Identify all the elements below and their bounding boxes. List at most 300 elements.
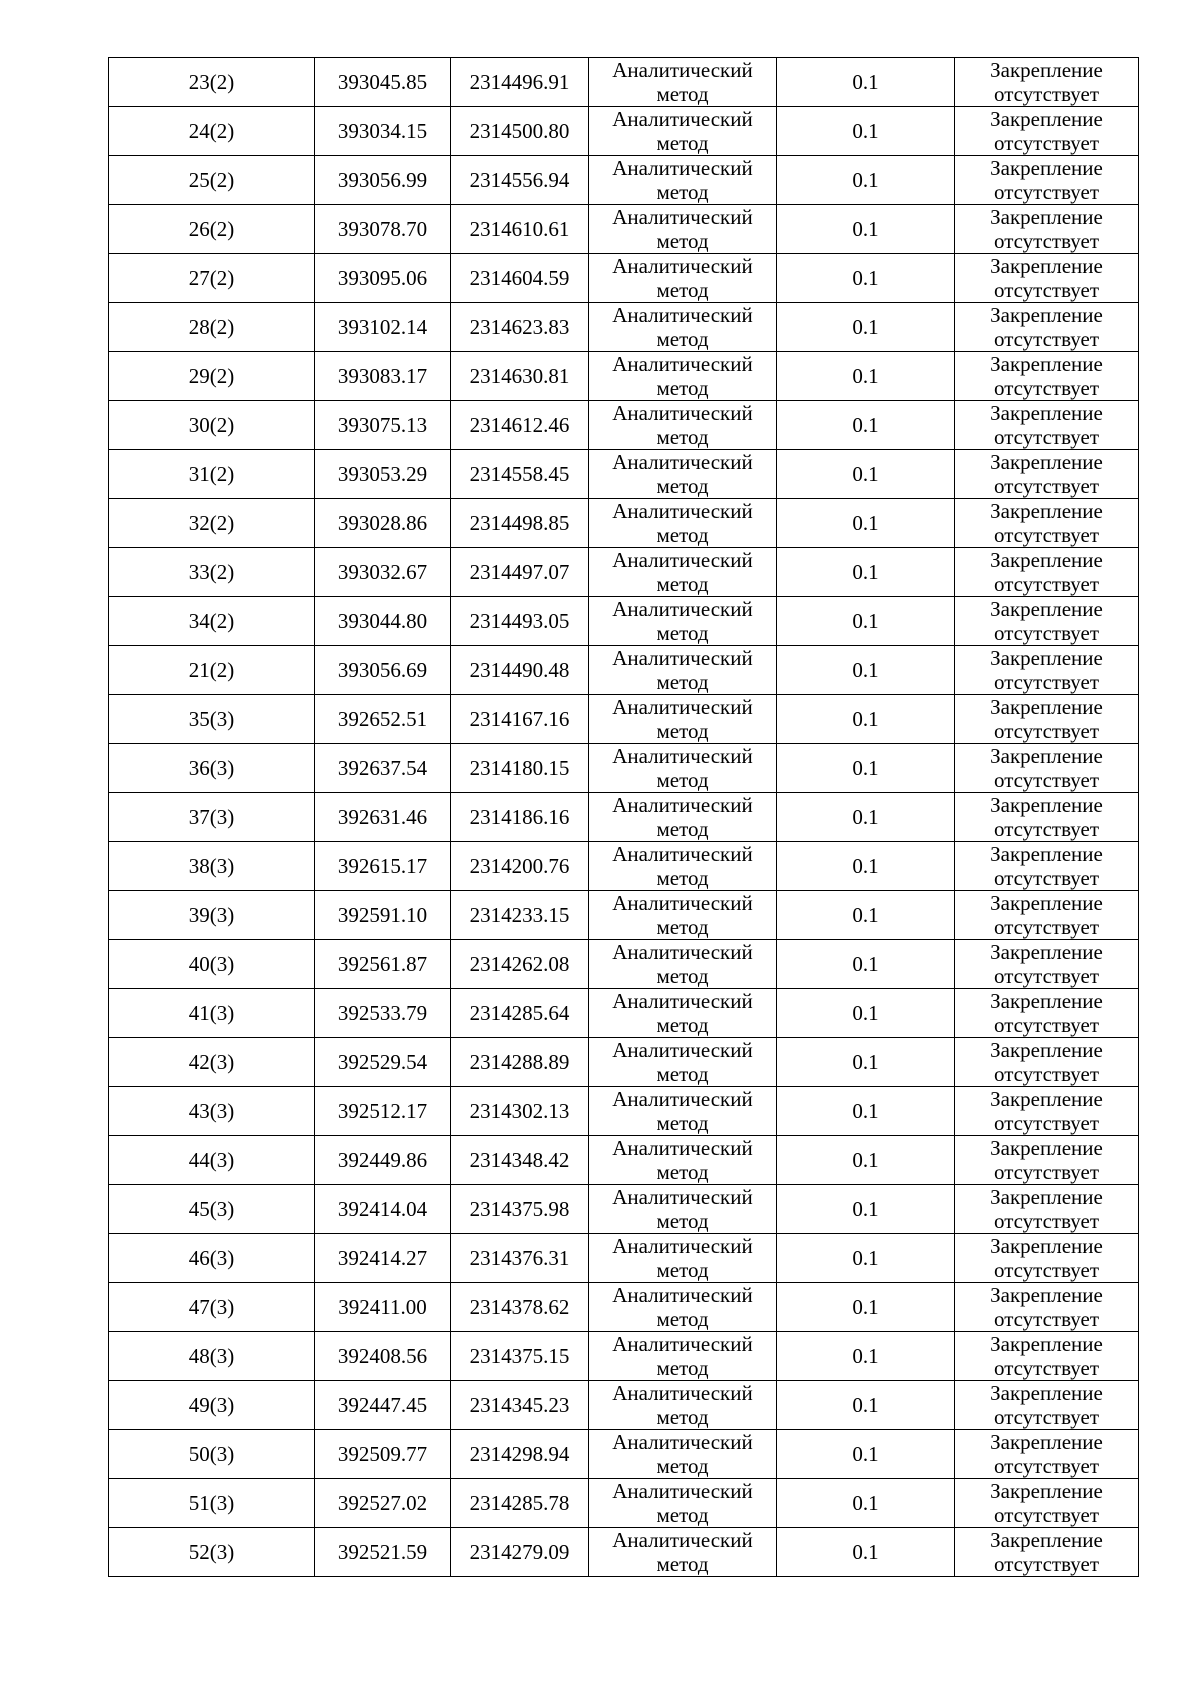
method-text: Аналитический bbox=[612, 1038, 753, 1062]
method-cell bbox=[589, 1332, 777, 1381]
point-number-cell: 21(2) bbox=[109, 646, 315, 695]
accuracy-cell: 0.1 bbox=[777, 695, 955, 744]
method-text: метод bbox=[656, 817, 709, 841]
point-number-cell: 39(3) bbox=[109, 891, 315, 940]
y-coordinate-cell: 2314493.05 bbox=[451, 597, 589, 646]
fixing-text: Закрепление bbox=[990, 646, 1103, 670]
method-text: метод bbox=[656, 621, 709, 645]
fixing-cell bbox=[955, 156, 1139, 205]
method-text: Аналитический bbox=[612, 1087, 753, 1111]
point-number-cell: 26(2) bbox=[109, 205, 315, 254]
x-coordinate-cell: 393045.85 bbox=[315, 58, 451, 107]
x-coordinate-cell: 392529.54 bbox=[315, 1038, 451, 1087]
y-coordinate-cell: 2314288.89 bbox=[451, 1038, 589, 1087]
fixing-cell bbox=[955, 1234, 1139, 1283]
table-row bbox=[109, 1283, 1139, 1332]
table-row bbox=[109, 1185, 1139, 1234]
x-coordinate-cell: 392527.02 bbox=[315, 1479, 451, 1528]
y-coordinate-cell: 2314610.61 bbox=[451, 205, 589, 254]
method-text: метод bbox=[656, 670, 709, 694]
fixing-text: Закрепление bbox=[990, 940, 1103, 964]
accuracy-cell: 0.1 bbox=[777, 1038, 955, 1087]
fixing-text: отсутствует bbox=[993, 1062, 1100, 1086]
method-text: метод bbox=[656, 327, 709, 351]
method-text: Аналитический bbox=[612, 1234, 753, 1258]
fixing-cell bbox=[955, 548, 1139, 597]
fixing-text: отсутствует bbox=[993, 1405, 1100, 1429]
method-text: Аналитический bbox=[612, 597, 753, 621]
fixing-cell bbox=[955, 842, 1139, 891]
y-coordinate-cell: 2314180.15 bbox=[451, 744, 589, 793]
fixing-text: отсутствует bbox=[993, 523, 1100, 547]
method-text: Аналитический bbox=[612, 1528, 753, 1552]
table-row bbox=[109, 58, 1139, 107]
method-text: Аналитический bbox=[612, 646, 753, 670]
table-row bbox=[109, 695, 1139, 744]
method-cell bbox=[589, 499, 777, 548]
fixing-text: Закрепление bbox=[990, 1087, 1103, 1111]
x-coordinate-cell: 393075.13 bbox=[315, 401, 451, 450]
method-text: Аналитический bbox=[612, 695, 753, 719]
method-cell bbox=[589, 1479, 777, 1528]
method-text: метод bbox=[656, 1160, 709, 1184]
method-text: Аналитический bbox=[612, 499, 753, 523]
accuracy-cell: 0.1 bbox=[777, 401, 955, 450]
accuracy-cell: 0.1 bbox=[777, 548, 955, 597]
x-coordinate-cell: 392447.45 bbox=[315, 1381, 451, 1430]
coordinates-table bbox=[108, 57, 1139, 1577]
method-cell bbox=[589, 1136, 777, 1185]
method-text: метод bbox=[656, 1503, 709, 1527]
x-coordinate-cell: 392561.87 bbox=[315, 940, 451, 989]
x-coordinate-cell: 392637.54 bbox=[315, 744, 451, 793]
y-coordinate-cell: 2314498.85 bbox=[451, 499, 589, 548]
point-number-cell: 25(2) bbox=[109, 156, 315, 205]
point-number-cell: 32(2) bbox=[109, 499, 315, 548]
y-coordinate-cell: 2314375.98 bbox=[451, 1185, 589, 1234]
fixing-text: отсутствует bbox=[993, 229, 1100, 253]
method-cell bbox=[589, 401, 777, 450]
accuracy-cell: 0.1 bbox=[777, 254, 955, 303]
point-number-cell: 40(3) bbox=[109, 940, 315, 989]
method-cell bbox=[589, 548, 777, 597]
point-number-cell: 45(3) bbox=[109, 1185, 315, 1234]
table-row bbox=[109, 205, 1139, 254]
method-text: Аналитический bbox=[612, 989, 753, 1013]
method-text: метод bbox=[656, 1062, 709, 1086]
point-number-cell: 35(3) bbox=[109, 695, 315, 744]
fixing-text: Закрепление bbox=[990, 401, 1103, 425]
method-cell bbox=[589, 793, 777, 842]
fixing-text: отсутствует bbox=[993, 131, 1100, 155]
method-text: метод bbox=[656, 229, 709, 253]
fixing-text: Закрепление bbox=[990, 1528, 1103, 1552]
fixing-cell bbox=[955, 205, 1139, 254]
fixing-text: Закрепление bbox=[990, 450, 1103, 474]
method-cell bbox=[589, 58, 777, 107]
x-coordinate-cell: 392533.79 bbox=[315, 989, 451, 1038]
table-row bbox=[109, 107, 1139, 156]
accuracy-cell: 0.1 bbox=[777, 940, 955, 989]
x-coordinate-cell: 392414.27 bbox=[315, 1234, 451, 1283]
method-text: Аналитический bbox=[612, 1430, 753, 1454]
y-coordinate-cell: 2314497.07 bbox=[451, 548, 589, 597]
method-text: метод bbox=[656, 719, 709, 743]
accuracy-cell: 0.1 bbox=[777, 205, 955, 254]
fixing-text: отсутствует bbox=[993, 278, 1100, 302]
fixing-text: отсутствует bbox=[993, 817, 1100, 841]
fixing-text: Закрепление bbox=[990, 891, 1103, 915]
fixing-text: отсутствует bbox=[993, 1013, 1100, 1037]
fixing-cell bbox=[955, 1283, 1139, 1332]
fixing-text: Закрепление bbox=[990, 548, 1103, 572]
accuracy-cell: 0.1 bbox=[777, 1136, 955, 1185]
y-coordinate-cell: 2314262.08 bbox=[451, 940, 589, 989]
point-number-cell: 51(3) bbox=[109, 1479, 315, 1528]
point-number-cell: 42(3) bbox=[109, 1038, 315, 1087]
accuracy-cell: 0.1 bbox=[777, 499, 955, 548]
fixing-cell bbox=[955, 989, 1139, 1038]
point-number-cell: 29(2) bbox=[109, 352, 315, 401]
method-cell bbox=[589, 842, 777, 891]
y-coordinate-cell: 2314186.16 bbox=[451, 793, 589, 842]
fixing-text: Закрепление bbox=[990, 352, 1103, 376]
fixing-cell bbox=[955, 107, 1139, 156]
table-row bbox=[109, 401, 1139, 450]
accuracy-cell: 0.1 bbox=[777, 303, 955, 352]
method-text: метод bbox=[656, 964, 709, 988]
table-row bbox=[109, 891, 1139, 940]
table-row bbox=[109, 352, 1139, 401]
x-coordinate-cell: 392411.00 bbox=[315, 1283, 451, 1332]
method-cell bbox=[589, 744, 777, 793]
y-coordinate-cell: 2314285.64 bbox=[451, 989, 589, 1038]
y-coordinate-cell: 2314612.46 bbox=[451, 401, 589, 450]
method-text: Аналитический bbox=[612, 548, 753, 572]
point-number-cell: 27(2) bbox=[109, 254, 315, 303]
fixing-text: Закрепление bbox=[990, 254, 1103, 278]
method-cell bbox=[589, 303, 777, 352]
fixing-text: Закрепление bbox=[990, 107, 1103, 131]
table-row bbox=[109, 1087, 1139, 1136]
x-coordinate-cell: 393053.29 bbox=[315, 450, 451, 499]
method-cell bbox=[589, 450, 777, 499]
x-coordinate-cell: 393032.67 bbox=[315, 548, 451, 597]
fixing-cell bbox=[955, 254, 1139, 303]
fixing-text: Закрепление bbox=[990, 58, 1103, 82]
point-number-cell: 48(3) bbox=[109, 1332, 315, 1381]
fixing-cell bbox=[955, 793, 1139, 842]
fixing-text: отсутствует bbox=[993, 180, 1100, 204]
table-row bbox=[109, 1332, 1139, 1381]
point-number-cell: 49(3) bbox=[109, 1381, 315, 1430]
table-row bbox=[109, 744, 1139, 793]
fixing-text: отсутствует bbox=[993, 1209, 1100, 1233]
x-coordinate-cell: 392512.17 bbox=[315, 1087, 451, 1136]
x-coordinate-cell: 393078.70 bbox=[315, 205, 451, 254]
method-cell bbox=[589, 891, 777, 940]
method-text: метод bbox=[656, 425, 709, 449]
method-text: метод bbox=[656, 278, 709, 302]
y-coordinate-cell: 2314200.76 bbox=[451, 842, 589, 891]
method-text: метод bbox=[656, 572, 709, 596]
table-row bbox=[109, 989, 1139, 1038]
fixing-text: Закрепление bbox=[990, 695, 1103, 719]
fixing-cell bbox=[955, 1185, 1139, 1234]
method-text: Аналитический bbox=[612, 303, 753, 327]
fixing-cell bbox=[955, 646, 1139, 695]
method-cell bbox=[589, 989, 777, 1038]
fixing-text: отсутствует bbox=[993, 719, 1100, 743]
y-coordinate-cell: 2314490.48 bbox=[451, 646, 589, 695]
method-text: метод bbox=[656, 131, 709, 155]
fixing-cell bbox=[955, 1087, 1139, 1136]
point-number-cell: 36(3) bbox=[109, 744, 315, 793]
method-text: Аналитический bbox=[612, 254, 753, 278]
x-coordinate-cell: 392615.17 bbox=[315, 842, 451, 891]
x-coordinate-cell: 393056.99 bbox=[315, 156, 451, 205]
fixing-text: Закрепление bbox=[990, 597, 1103, 621]
method-cell bbox=[589, 1528, 777, 1577]
fixing-cell bbox=[955, 1479, 1139, 1528]
fixing-cell bbox=[955, 1381, 1139, 1430]
y-coordinate-cell: 2314496.91 bbox=[451, 58, 589, 107]
accuracy-cell: 0.1 bbox=[777, 1528, 955, 1577]
table-row bbox=[109, 1381, 1139, 1430]
accuracy-cell: 0.1 bbox=[777, 1087, 955, 1136]
point-number-cell: 52(3) bbox=[109, 1528, 315, 1577]
method-text: Аналитический bbox=[612, 940, 753, 964]
method-text: Аналитический bbox=[612, 401, 753, 425]
fixing-text: отсутствует bbox=[993, 964, 1100, 988]
fixing-cell bbox=[955, 1528, 1139, 1577]
fixing-text: отсутствует bbox=[993, 425, 1100, 449]
x-coordinate-cell: 393102.14 bbox=[315, 303, 451, 352]
accuracy-cell: 0.1 bbox=[777, 1430, 955, 1479]
fixing-cell bbox=[955, 940, 1139, 989]
method-cell bbox=[589, 940, 777, 989]
y-coordinate-cell: 2314623.83 bbox=[451, 303, 589, 352]
fixing-text: Закрепление bbox=[990, 205, 1103, 229]
method-text: метод bbox=[656, 1552, 709, 1576]
method-cell bbox=[589, 597, 777, 646]
accuracy-cell: 0.1 bbox=[777, 1234, 955, 1283]
x-coordinate-cell: 392652.51 bbox=[315, 695, 451, 744]
point-number-cell: 24(2) bbox=[109, 107, 315, 156]
x-coordinate-cell: 392449.86 bbox=[315, 1136, 451, 1185]
method-text: метод bbox=[656, 915, 709, 939]
table-row bbox=[109, 1136, 1139, 1185]
accuracy-cell: 0.1 bbox=[777, 1332, 955, 1381]
method-text: метод bbox=[656, 1454, 709, 1478]
method-cell bbox=[589, 1381, 777, 1430]
accuracy-cell: 0.1 bbox=[777, 107, 955, 156]
y-coordinate-cell: 2314233.15 bbox=[451, 891, 589, 940]
method-text: Аналитический bbox=[612, 156, 753, 180]
method-text: Аналитический bbox=[612, 58, 753, 82]
coordinates-table-body bbox=[109, 58, 1139, 1577]
method-cell bbox=[589, 1185, 777, 1234]
fixing-cell bbox=[955, 58, 1139, 107]
fixing-text: отсутствует bbox=[993, 1454, 1100, 1478]
table-row bbox=[109, 254, 1139, 303]
method-text: метод bbox=[656, 523, 709, 547]
accuracy-cell: 0.1 bbox=[777, 1381, 955, 1430]
table-row bbox=[109, 303, 1139, 352]
fixing-cell bbox=[955, 499, 1139, 548]
method-text: Аналитический bbox=[612, 1185, 753, 1209]
method-text: Аналитический bbox=[612, 1136, 753, 1160]
x-coordinate-cell: 392591.10 bbox=[315, 891, 451, 940]
x-coordinate-cell: 393044.80 bbox=[315, 597, 451, 646]
table-row bbox=[109, 156, 1139, 205]
x-coordinate-cell: 393056.69 bbox=[315, 646, 451, 695]
method-text: метод bbox=[656, 768, 709, 792]
x-coordinate-cell: 393083.17 bbox=[315, 352, 451, 401]
point-number-cell: 31(2) bbox=[109, 450, 315, 499]
method-cell bbox=[589, 1283, 777, 1332]
accuracy-cell: 0.1 bbox=[777, 1185, 955, 1234]
fixing-cell bbox=[955, 891, 1139, 940]
table-row bbox=[109, 842, 1139, 891]
fixing-text: отсутствует bbox=[993, 1307, 1100, 1331]
fixing-text: Закрепление bbox=[990, 842, 1103, 866]
fixing-cell bbox=[955, 450, 1139, 499]
method-text: Аналитический bbox=[612, 107, 753, 131]
method-cell bbox=[589, 352, 777, 401]
fixing-cell bbox=[955, 744, 1139, 793]
method-text: метод bbox=[656, 866, 709, 890]
method-text: метод bbox=[656, 1209, 709, 1233]
y-coordinate-cell: 2314345.23 bbox=[451, 1381, 589, 1430]
fixing-text: Закрепление bbox=[990, 1136, 1103, 1160]
accuracy-cell: 0.1 bbox=[777, 989, 955, 1038]
x-coordinate-cell: 392408.56 bbox=[315, 1332, 451, 1381]
table-row bbox=[109, 793, 1139, 842]
table-row bbox=[109, 1234, 1139, 1283]
y-coordinate-cell: 2314279.09 bbox=[451, 1528, 589, 1577]
accuracy-cell: 0.1 bbox=[777, 842, 955, 891]
table-row bbox=[109, 1430, 1139, 1479]
method-cell bbox=[589, 646, 777, 695]
accuracy-cell: 0.1 bbox=[777, 646, 955, 695]
method-text: метод bbox=[656, 1013, 709, 1037]
accuracy-cell: 0.1 bbox=[777, 793, 955, 842]
table-row bbox=[109, 548, 1139, 597]
point-number-cell: 23(2) bbox=[109, 58, 315, 107]
method-text: метод bbox=[656, 1111, 709, 1135]
fixing-text: отсутствует bbox=[993, 1160, 1100, 1184]
accuracy-cell: 0.1 bbox=[777, 597, 955, 646]
method-text: Аналитический bbox=[612, 793, 753, 817]
method-cell bbox=[589, 695, 777, 744]
y-coordinate-cell: 2314604.59 bbox=[451, 254, 589, 303]
fixing-text: отсутствует bbox=[993, 768, 1100, 792]
fixing-text: отсутствует bbox=[993, 621, 1100, 645]
method-text: Аналитический bbox=[612, 1479, 753, 1503]
fixing-text: Закрепление bbox=[990, 303, 1103, 327]
point-number-cell: 46(3) bbox=[109, 1234, 315, 1283]
fixing-text: отсутствует bbox=[993, 1258, 1100, 1282]
x-coordinate-cell: 392521.59 bbox=[315, 1528, 451, 1577]
fixing-text: Закрепление bbox=[990, 1283, 1103, 1307]
method-text: Аналитический bbox=[612, 1283, 753, 1307]
fixing-text: отсутствует bbox=[993, 1111, 1100, 1135]
accuracy-cell: 0.1 bbox=[777, 156, 955, 205]
y-coordinate-cell: 2314298.94 bbox=[451, 1430, 589, 1479]
method-cell bbox=[589, 205, 777, 254]
point-number-cell: 47(3) bbox=[109, 1283, 315, 1332]
fixing-text: отсутствует bbox=[993, 866, 1100, 890]
table-row bbox=[109, 450, 1139, 499]
method-text: Аналитический bbox=[612, 205, 753, 229]
point-number-cell: 41(3) bbox=[109, 989, 315, 1038]
accuracy-cell: 0.1 bbox=[777, 891, 955, 940]
method-text: Аналитический bbox=[612, 842, 753, 866]
x-coordinate-cell: 392509.77 bbox=[315, 1430, 451, 1479]
point-number-cell: 33(2) bbox=[109, 548, 315, 597]
accuracy-cell: 0.1 bbox=[777, 352, 955, 401]
y-coordinate-cell: 2314376.31 bbox=[451, 1234, 589, 1283]
method-cell bbox=[589, 1234, 777, 1283]
x-coordinate-cell: 392631.46 bbox=[315, 793, 451, 842]
point-number-cell: 34(2) bbox=[109, 597, 315, 646]
method-text: Аналитический bbox=[612, 891, 753, 915]
method-text: метод bbox=[656, 1356, 709, 1380]
fixing-text: отсутствует bbox=[993, 327, 1100, 351]
fixing-text: Закрепление bbox=[990, 793, 1103, 817]
fixing-text: отсутствует bbox=[993, 1503, 1100, 1527]
method-cell bbox=[589, 254, 777, 303]
fixing-cell bbox=[955, 1136, 1139, 1185]
fixing-text: отсутствует bbox=[993, 915, 1100, 939]
method-text: Аналитический bbox=[612, 744, 753, 768]
method-cell bbox=[589, 156, 777, 205]
method-cell bbox=[589, 107, 777, 156]
fixing-text: Закрепление bbox=[990, 744, 1103, 768]
fixing-text: Закрепление bbox=[990, 499, 1103, 523]
fixing-text: отсутствует bbox=[993, 376, 1100, 400]
method-text: метод bbox=[656, 1258, 709, 1282]
fixing-text: Закрепление bbox=[990, 1185, 1103, 1209]
point-number-cell: 50(3) bbox=[109, 1430, 315, 1479]
fixing-text: отсутствует bbox=[993, 670, 1100, 694]
point-number-cell: 38(3) bbox=[109, 842, 315, 891]
table-row bbox=[109, 646, 1139, 695]
method-cell bbox=[589, 1087, 777, 1136]
method-text: Аналитический bbox=[612, 450, 753, 474]
fixing-text: Закрепление bbox=[990, 1430, 1103, 1454]
y-coordinate-cell: 2314558.45 bbox=[451, 450, 589, 499]
table-row bbox=[109, 1528, 1139, 1577]
point-number-cell: 43(3) bbox=[109, 1087, 315, 1136]
method-text: метод bbox=[656, 82, 709, 106]
y-coordinate-cell: 2314378.62 bbox=[451, 1283, 589, 1332]
method-text: метод bbox=[656, 1307, 709, 1331]
method-text: метод bbox=[656, 474, 709, 498]
fixing-text: Закрепление bbox=[990, 156, 1103, 180]
y-coordinate-cell: 2314167.16 bbox=[451, 695, 589, 744]
fixing-text: отсутствует bbox=[993, 474, 1100, 498]
table-row bbox=[109, 499, 1139, 548]
fixing-text: Закрепление bbox=[990, 1479, 1103, 1503]
point-number-cell: 30(2) bbox=[109, 401, 315, 450]
accuracy-cell: 0.1 bbox=[777, 450, 955, 499]
y-coordinate-cell: 2314630.81 bbox=[451, 352, 589, 401]
fixing-cell bbox=[955, 303, 1139, 352]
y-coordinate-cell: 2314285.78 bbox=[451, 1479, 589, 1528]
x-coordinate-cell: 393034.15 bbox=[315, 107, 451, 156]
